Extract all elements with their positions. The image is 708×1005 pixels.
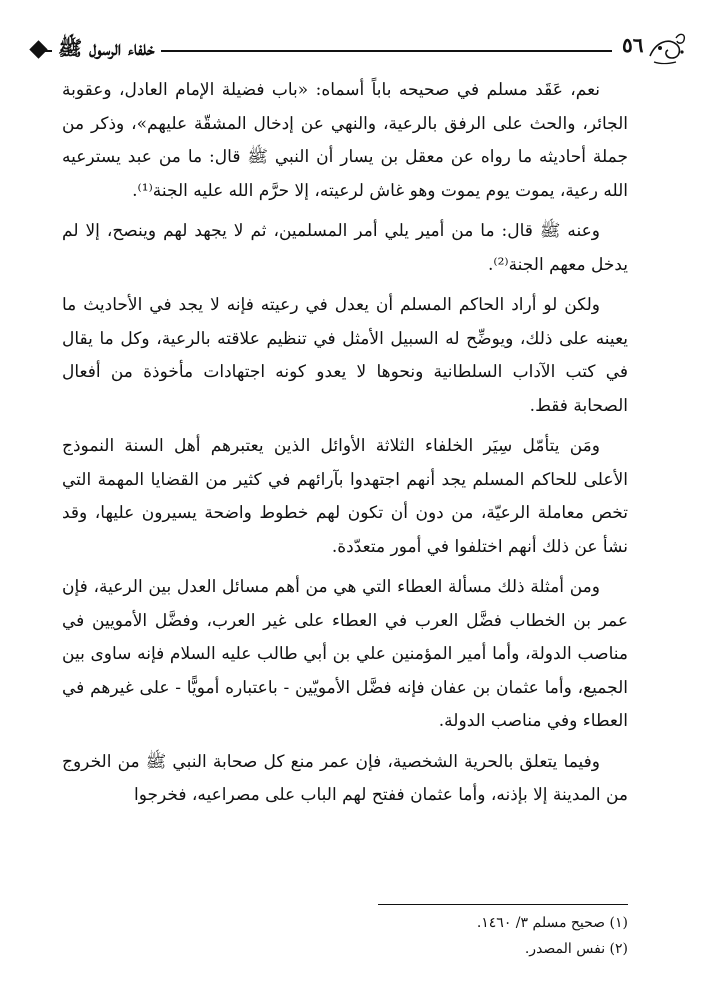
page-header: [32, 28, 682, 68]
paragraph: وعنه ﷺ قال: ما من أمير يلي أمر المسلمين، ثم لا يجهد لهم وينصح، إلا لم يدخل معهم الجنة⁽²⁾.: [62, 221, 628, 275]
diamond-ornament-icon: [29, 40, 47, 58]
paragraph: نعم، عَقَد مسلم في صحيحه باباً أسماه: «باب فضيلة الإمام العادل، وعقوبة الجائر، والحث على الرفق بالرعية، والنهي عن إدخال المشقّة عليهم»، وذكر من جملة أحاديثه ما رواه عن معقل بن يسار أن النبي ﷺ قال: ما من عبد يسترعيه الله رعية، يموت يوم يموت وهو غاش لرعيته، إلا حرَّم الله عليه الجنة⁽¹⁾.: [62, 80, 628, 201]
paragraph: ولكن لو أراد الحاكم المسلم أن يعدل في رعيته فإنه لا يجد في الأحاديث ما يعينه على ذلك، ويوضِّح له السبيل الأمثل في تنظيم علاقته بالرعية، وكل ما يقال في كتب الآداب السلطانية ونحوها لا يعدو كونه اجتهادات مأخوذة من أفعال الصحابة فقط.: [62, 295, 628, 416]
running-title: خلفاء الرسول ﷺ: [52, 28, 161, 68]
footnotes: [62, 910, 628, 962]
paragraph: وفيما يتعلق بالحرية الشخصية، فإن عمر منع كل صحابة النبي ﷺ من الخروج من المدينة إلا بإذنه، وأما عثمان ففتح لهم الباب على مصراعيه، فخرجوا: [62, 751, 628, 805]
paragraph: ومن أمثلة ذلك مسألة العطاء التي هي من أهم مسائل العدل بين الرعية، فإن عمر بن الخطاب فضَّل العرب في العطاء على غير العرب، وفضَّل الأمويين في مناصب الدولة، وأما أمير المؤمنين علي بن أبي طالب عليه السلام فإنه ساوى بين الجميع، وأما عثمان بن عفان فإنه فضَّل الأمويّين - باعتباره أمويًّا - على غيرهم في العطاء وفي مناصب الدولة.: [62, 577, 628, 731]
paragraph: ومَن يتأمّل سِيَر الخلفاء الثلاثة الأوائل الذين يعتبرهم أهل السنة النموذج الأعلى للحاكم المسلم يجد أنهم اجتهدوا بآرائهم في كثير من القضايا المهمة التي تخص معاملة الرعيّة، من دون أن تكون لهم خطوط واضحة يسيرون عليها، وقد نشأ عن ذلك أنهم اختلفوا في أمور متعدّدة.: [62, 436, 628, 557]
footnote: (١) صحيح مسلم ٣/ ١٤٦٠.: [476, 915, 628, 931]
footnote-rule: [378, 904, 628, 905]
floral-ornament-icon: [646, 28, 688, 68]
page-number: ٥٦: [618, 33, 647, 57]
footnote: (٢) نفس المصدر.: [524, 941, 628, 957]
body-text: [62, 74, 628, 813]
